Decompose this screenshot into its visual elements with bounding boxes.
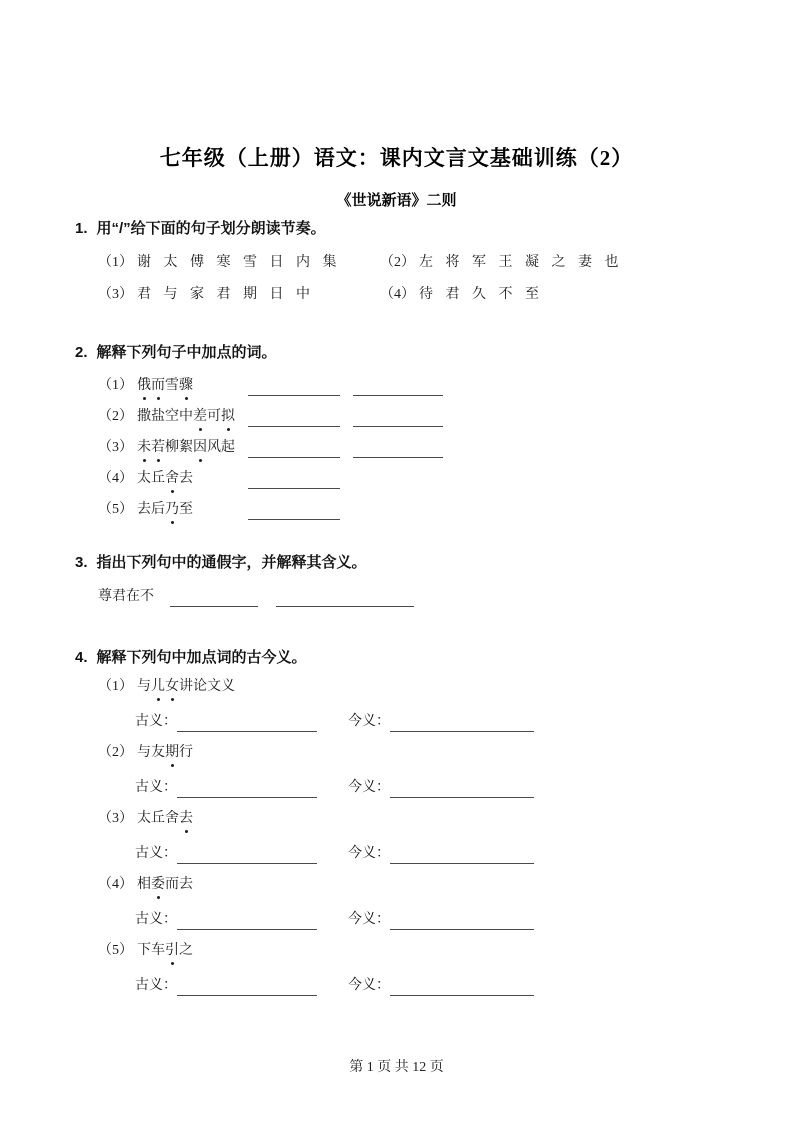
answer-blank — [170, 598, 258, 607]
tongjia-item — [75, 587, 759, 607]
emphasized-char: 引 — [165, 941, 179, 961]
item-label: （5） — [98, 943, 133, 958]
item-phrase — [137, 811, 193, 826]
emphasized-char: 舍 — [165, 469, 179, 489]
sentence-item — [380, 254, 759, 272]
answer-blank — [390, 855, 534, 864]
char: 与 — [137, 679, 151, 694]
item-phrase — [98, 500, 248, 520]
item-label: （2） — [98, 409, 133, 424]
modern-meaning-label: 今义： — [348, 846, 390, 861]
answer-blank — [353, 387, 443, 396]
sentence-item — [98, 286, 380, 304]
question-3-header — [75, 554, 759, 572]
item-phrase — [137, 745, 193, 760]
answer-blank — [248, 387, 340, 396]
answer-blank — [353, 449, 443, 458]
answer-blank — [390, 723, 534, 732]
sentence-text: 左 将 军 王 凝 之 妻 也 — [419, 255, 619, 270]
char: 与 — [137, 745, 151, 760]
ancient-meaning-label: 古义： — [135, 780, 177, 795]
char: 絮 — [179, 440, 193, 455]
char: 尊 — [98, 589, 112, 604]
question-prompt: 用“/”给下面的句子划分朗读节奏。 — [96, 220, 326, 237]
emphasized-char: 而 — [151, 376, 165, 396]
char: 太 — [137, 471, 151, 486]
char: 车 — [151, 943, 165, 958]
definition-item — [75, 500, 759, 520]
char: 下 — [137, 943, 151, 958]
char: 柳 — [165, 440, 179, 455]
char: 雪 — [165, 378, 179, 393]
gujin-answer-row — [75, 844, 759, 864]
questions-container — [75, 220, 759, 996]
question-number: 1. — [75, 220, 88, 237]
emphasized-char: 若 — [151, 438, 165, 458]
char: 去 — [179, 877, 193, 892]
item-label: （4） — [98, 471, 133, 486]
char: 中 — [179, 409, 193, 424]
answer-blank — [353, 418, 443, 427]
item-phrase — [98, 376, 248, 396]
char: 太 — [137, 811, 151, 826]
sentence-text: 谢 太 傅 寒 雪 日 内 集 — [137, 255, 337, 270]
item-phrase — [137, 679, 235, 694]
item-label: （1） — [98, 679, 133, 694]
page-subtitle: 《世说新语》二则 — [336, 193, 457, 209]
gujin-item — [75, 809, 759, 829]
question-number: 3. — [75, 554, 88, 571]
question-prompt: 解释下列句子中加点的词。 — [96, 344, 277, 361]
char: 行 — [179, 745, 193, 760]
emphasized-char: 未 — [137, 438, 151, 458]
char: 丘 — [151, 811, 165, 826]
modern-meaning-label: 今义： — [348, 912, 390, 927]
item-label: （4） — [380, 287, 415, 302]
answer-blank — [248, 418, 340, 427]
item-phrase — [98, 407, 248, 427]
answer-blank — [248, 511, 340, 520]
question-4 — [75, 649, 759, 996]
item-label: （2） — [380, 255, 415, 270]
char: 至 — [179, 502, 193, 517]
char: 友 — [151, 745, 165, 760]
char: 论 — [193, 679, 207, 694]
char: 讲 — [179, 679, 193, 694]
char: 文 — [207, 679, 221, 694]
gujin-item — [75, 677, 759, 697]
gujin-answer-row — [75, 778, 759, 798]
answer-blank — [390, 789, 534, 798]
char: 去 — [179, 471, 193, 486]
emphasized-char: 去 — [179, 809, 193, 829]
question-3 — [75, 554, 759, 607]
answer-blank — [276, 598, 414, 607]
item-label: （2） — [98, 745, 133, 760]
answer-blank — [390, 921, 534, 930]
gujin-answer-row — [75, 712, 759, 732]
char: 丘 — [151, 471, 165, 486]
answer-blank — [177, 723, 317, 732]
definition-item — [75, 438, 759, 458]
definition-item — [75, 407, 759, 427]
modern-meaning-label: 今义： — [348, 714, 390, 729]
question-number: 4. — [75, 649, 88, 666]
ancient-meaning-label: 古义： — [135, 714, 177, 729]
sentence-item — [380, 286, 759, 304]
sentence-item — [98, 254, 380, 272]
char: 舍 — [165, 811, 179, 826]
answer-blank — [248, 480, 340, 489]
item-label: （3） — [98, 811, 133, 826]
item-label: （1） — [98, 255, 133, 270]
page-footer: 第 1 页 共 12 页 — [349, 1060, 444, 1075]
item-label: （3） — [98, 287, 133, 302]
emphasized-char: 乃 — [165, 500, 179, 520]
page-title: 七年级（上册）语文：课内文言文基础训练（2） — [159, 146, 634, 170]
item-label: （5） — [98, 502, 133, 517]
answer-blank — [177, 855, 317, 864]
char: 去 — [137, 502, 151, 517]
gujin-item — [75, 875, 759, 895]
item-phrase — [98, 469, 248, 489]
ancient-meaning-label: 古义： — [135, 912, 177, 927]
item-phrase — [137, 877, 193, 892]
ancient-meaning-label: 古义： — [135, 846, 177, 861]
char: 在 — [126, 589, 140, 604]
modern-meaning-label: 今义： — [348, 978, 390, 993]
emphasized-char: 因 — [193, 438, 207, 458]
question-1 — [75, 220, 759, 304]
answer-blank — [177, 789, 317, 798]
char: 风 — [207, 440, 221, 455]
char: 而 — [165, 877, 179, 892]
ancient-meaning-label: 古义： — [135, 978, 177, 993]
emphasized-char: 女 — [165, 677, 179, 697]
question-2-header — [75, 344, 759, 362]
sentence-text: 君 与 家 君 期 日 中 — [137, 287, 310, 302]
question-4-header — [75, 649, 759, 667]
gujin-item — [75, 941, 759, 961]
answer-blank — [248, 449, 340, 458]
question-prompt: 指出下列句中的通假字，并解释其含义。 — [96, 554, 367, 571]
char: 义 — [221, 679, 235, 694]
answer-blank — [177, 987, 317, 996]
char: 君 — [112, 589, 126, 604]
item-phrase — [98, 587, 170, 607]
char: 不 — [140, 589, 154, 604]
gujin-answer-row — [75, 976, 759, 996]
item-phrase — [98, 438, 248, 458]
modern-meaning-label: 今义： — [348, 780, 390, 795]
sentence-text: 待 君 久 不 至 — [419, 287, 539, 302]
question-prompt: 解释下列句中加点词的古今义。 — [96, 649, 307, 666]
emphasized-char: 拟 — [221, 407, 235, 427]
definition-item — [75, 376, 759, 396]
char: 起 — [221, 440, 235, 455]
char: 空 — [165, 409, 179, 424]
definition-item — [75, 469, 759, 489]
definition-rows — [75, 376, 759, 520]
question-2 — [75, 344, 759, 520]
emphasized-char: 骤 — [179, 376, 193, 396]
emphasized-char: 差 — [193, 407, 207, 427]
item-label: （1） — [98, 378, 133, 393]
item-label: （4） — [98, 877, 133, 892]
char: 撒 — [137, 409, 151, 424]
emphasized-char: 俄 — [137, 376, 151, 396]
item-phrase — [137, 943, 193, 958]
emphasized-char: 委 — [151, 875, 165, 895]
char: 相 — [137, 877, 151, 892]
question-1-header — [75, 220, 759, 238]
emphasized-char: 儿 — [151, 677, 165, 697]
char: 之 — [179, 943, 193, 958]
sentence-grid — [75, 254, 759, 304]
emphasized-char: 期 — [165, 743, 179, 763]
gujin-answer-row — [75, 910, 759, 930]
gujin-item — [75, 743, 759, 763]
char: 盐 — [151, 409, 165, 424]
question-number: 2. — [75, 344, 88, 361]
char: 可 — [207, 409, 221, 424]
answer-blank — [177, 921, 317, 930]
char: 后 — [151, 502, 165, 517]
item-label: （3） — [98, 440, 133, 455]
answer-blank — [390, 987, 534, 996]
